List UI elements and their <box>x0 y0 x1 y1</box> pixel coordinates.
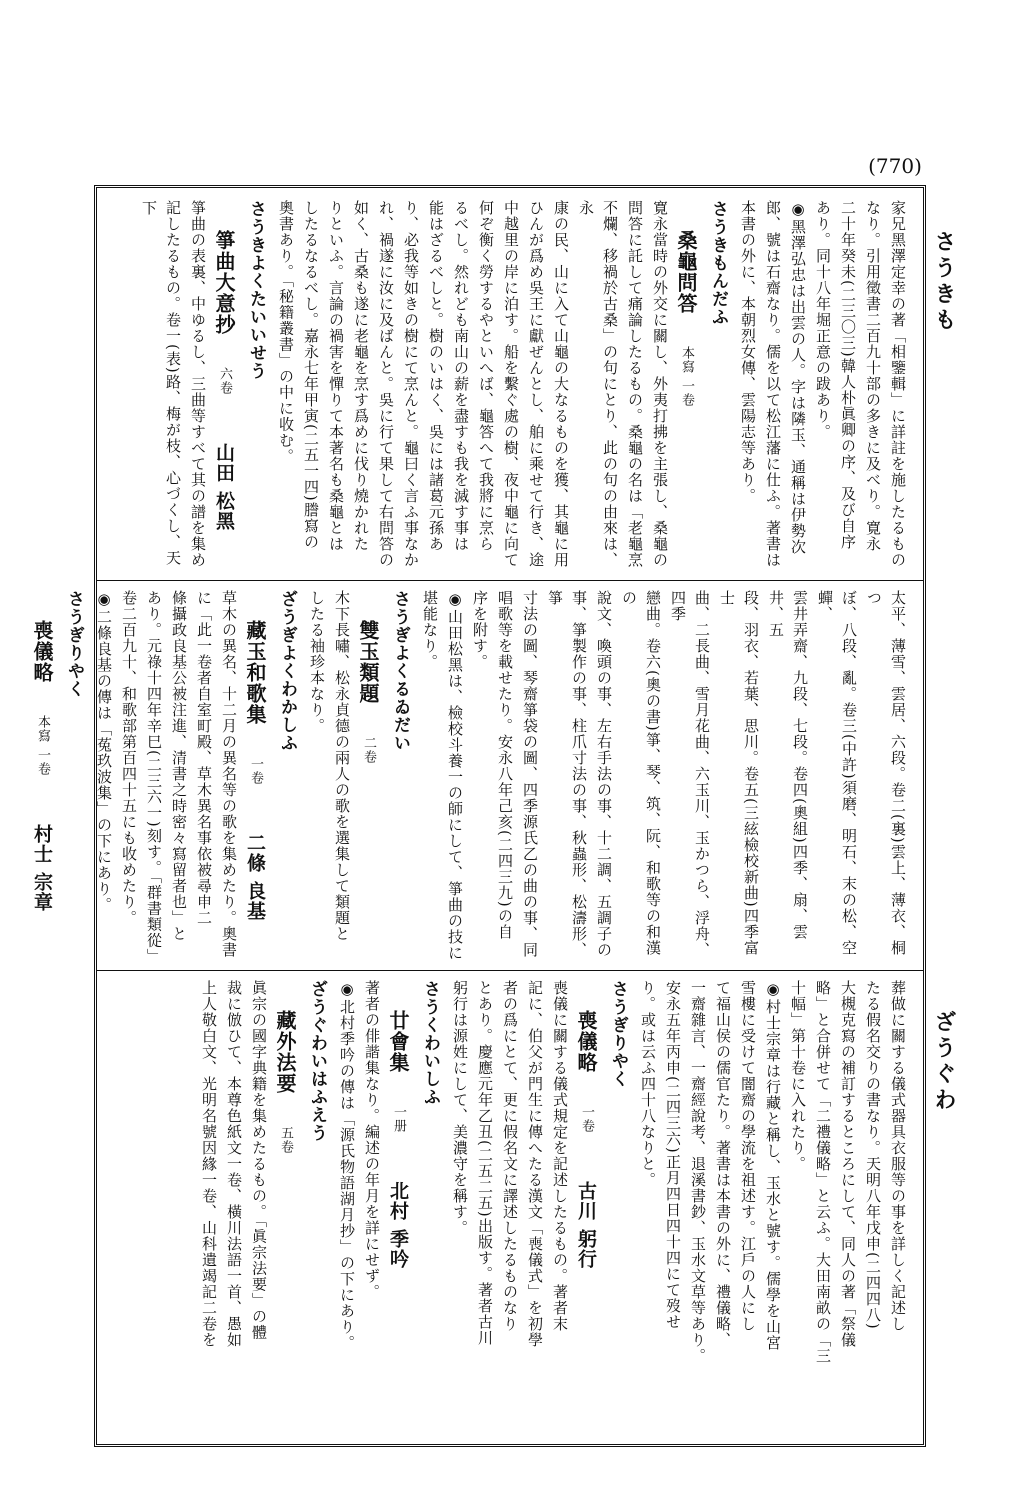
text-line: ぼ、八段、亂。卷三(中許)須磨、明石、末の松、空蟬、 <box>816 590 858 956</box>
entry-author: 古川 躬行 <box>575 1180 597 1269</box>
text-line: 事、箏製作の事、柱爪寸法の事、秋蟲形、松濤形、箏 <box>546 590 588 958</box>
page-number: (770) <box>868 154 922 178</box>
text-line: 著者の俳諧集なり。編述の年月を詳にせず。 <box>363 980 381 1300</box>
entry-title: 箏曲大意抄 <box>212 230 236 335</box>
entry-heading: さうきよくたいいせう <box>246 200 266 380</box>
text-line: 中越里の岸に泊す。船を繫ぐ處の樹、夜中龜に向て <box>502 200 520 568</box>
text-line: 序を附す。 <box>471 590 489 670</box>
text-line: 康の民、山に入て山龜の大なるものを獲、其龜に用 <box>552 200 570 568</box>
text-line: 安永五年丙申(二四三六)正月四日四十四にて歿せ <box>664 980 682 1330</box>
entry-heading: さうくわいしふ <box>420 980 440 1106</box>
entry-author: 二條 良基 <box>244 832 266 921</box>
text-line: 曲、二長曲、雪月花曲、六玉川、玉かつら、浮舟、四季 <box>669 590 711 958</box>
text-line: あり。同十八年堀正意の跋あり。 <box>814 200 832 440</box>
text-line: 何ぞ衡く勞するやといへば、龜答へて我將に烹ら <box>477 200 495 552</box>
entry-title-line <box>356 590 380 962</box>
entry-title: 藏外法要 <box>273 1010 297 1094</box>
text-line: 箏曲の表裏、中ゆるし、三曲等すべて其の譜を集め <box>189 200 207 568</box>
entry-title-line <box>30 590 54 962</box>
text-line: 十幅」第十卷に入れたり。 <box>789 980 807 1172</box>
text-line: 條攝政良基公被注進、清書之時密々寫留者也」と <box>170 590 188 942</box>
running-head-top: さうきも <box>931 230 956 334</box>
text-line: したるなるべし。嘉永七年甲寅(二五一四)謄寫の <box>302 200 320 550</box>
text-line: 郎、號は石齋なり。儒を以て松江藩に仕ふ。著書は <box>764 200 782 568</box>
text-line: 雪樓に受けて闇齋の學流を祖述す。江戶の人にし <box>739 980 757 1332</box>
entry-volumes: 一册 <box>391 1104 406 1133</box>
entry-title: 雙玉類題 <box>356 620 380 704</box>
entry-volumes: 本寫 一卷 <box>679 345 694 408</box>
text-line: 二十年癸未(二三〇三)韓人朴眞卿の序、及び自序 <box>839 200 857 550</box>
entry-title: 喪儀略 <box>30 620 54 683</box>
text-line: 記したるもの。卷一(表)路、梅が枝、心づくし、天下 <box>140 200 182 566</box>
text-line: ◉黑澤弘忠は出雲の人。字は隣玉、通稱は伊勢次 <box>789 200 807 555</box>
band-top <box>111 200 911 572</box>
text-line: れ、禍遂に汝に及ばんと。吳に行て果して右問答の <box>377 200 395 568</box>
text-line: 上人敬白文、光明名號因緣一卷、山科遺竭記二卷を <box>200 980 218 1348</box>
text-line: 木下長嘯、松永貞德の兩人の歌を選集して類題と <box>333 590 351 942</box>
entry-heading: ざうぐわいはふえう <box>307 980 327 1142</box>
text-line: たる假名交りの書なり。天明八年戊申(二四四八) <box>864 980 882 1330</box>
entry-title: 桑龜問答 <box>674 230 698 314</box>
text-line: 喪儀に關する儀式規定を記述したるもの。著者末 <box>551 980 569 1332</box>
entry-title: 喪儀略 <box>574 1010 598 1073</box>
text-line: したる袖珍本なり。 <box>308 590 326 734</box>
text-line: 眞宗の國字典籍を集めたるもの。「眞宗法要」の體 <box>250 980 268 1341</box>
entry-title: 藏玉和歌集 <box>243 620 267 725</box>
entry-heading: さうぎりやく <box>608 980 628 1088</box>
entry-title-line <box>386 980 410 1440</box>
text-line: 寸法の圖、琴齋箏袋の圖、四季源氏乙の曲の事、同 <box>521 590 539 958</box>
entry-volumes: 本寫 一卷 <box>35 714 50 777</box>
text-line: ◉北村季吟の傳は「源氏物語湖月抄」の下にあり。 <box>338 980 356 1351</box>
text-line: 一齋雜言、一齋經說考、退溪書鈔、玉水文草等あり。 <box>689 980 707 1364</box>
text-line: に「此一卷者自室町殿、草木異名事依被尋申二 <box>195 590 213 926</box>
band-divider <box>97 580 923 581</box>
text-line: 寛永當時の外交に關し、外夷打拂を主張し、桑龜の <box>651 200 669 568</box>
text-line: 大槻克寫の補訂するところにして、同人の著「祭儀 <box>839 980 857 1348</box>
entry-author: 山田 松黑 <box>213 442 235 531</box>
text-line: 奧書あり。「秘籍叢書」の中に收む。 <box>277 200 295 465</box>
entry-heading: さうぎよくるゐだい <box>390 590 410 752</box>
text-line: 問答に託して痛論したるもの。桑龜の名は「老龜烹 <box>626 200 644 568</box>
entry-title-line <box>574 980 598 1440</box>
text-line: ◉二條良基の傳は「菟玖波集」の下にあり。 <box>95 590 113 913</box>
text-line: 能はざるべしと。樹のいはく、吳には諸葛元孫あ <box>427 200 445 552</box>
entry-title-line <box>243 590 267 962</box>
text-line: 草木の異名、十二月の異名等の歌を集めたり。奧書 <box>220 590 238 958</box>
entry-title-line <box>273 980 297 1440</box>
text-line: て福山侯の儒官たり。著書は本書の外に、禮儀略、 <box>714 980 732 1348</box>
text-line: 家兄黑澤定幸の著「相鑒輯」に詳註を施したるもの <box>889 200 907 568</box>
text-line: り、必我等如きの樹にて烹んと。龜曰く言ふ事なか <box>402 200 420 568</box>
entry-author: 北村 季吟 <box>387 1180 409 1269</box>
entry-volumes: 六卷 <box>217 366 232 395</box>
text-line: 裁に倣ひて、本尊色紙文一卷、橫川法語一首、愚如 <box>225 980 243 1348</box>
text-line: 唱歌等を載せたり。安永八年己亥(二四三九)の自 <box>496 590 514 940</box>
entry-title-line <box>212 200 236 572</box>
text-line: 卷二百九十、和歌部第百四十五にも收めたり。 <box>120 590 138 926</box>
text-line: 說文、喚頭の事、左右手法の事、十二調、五調子の <box>595 590 613 958</box>
page-frame <box>30 185 926 1447</box>
text-line: 段、羽衣、若葉、思川。卷五(三絃檢校新曲)四季富士 <box>718 590 760 956</box>
entry-heading: さうきもんだふ <box>708 200 728 326</box>
text-line: 葬做に關する儀式器具衣服等の事を詳しく記述し <box>889 980 907 1332</box>
running-head-bottom: ざうぐわ <box>931 1010 956 1114</box>
text-line: りといふ。言論の禍害を憚りて本著名も桑龜とは <box>327 200 345 552</box>
text-line: 不爛、移禍於古桑」の句にとり、此の句の由來は、永 <box>577 200 619 568</box>
text-line: るべし。然れども南山の薪を盡すも我を滅す事は <box>452 200 470 552</box>
text-line: なり。引用徵書二百九十部の多きに及べり。寛永 <box>864 200 882 552</box>
text-line: ◉村士宗章は行藏と稱し、玉水と號す。儒學を山宮 <box>764 980 782 1351</box>
text-line: ひんが爲め吳王に獻ぜんとし、舶に乘せて行き、途 <box>527 200 545 568</box>
band-middle <box>30 590 911 965</box>
text-line: 躬行は源姓にして、美濃守を稱す。 <box>451 980 469 1236</box>
text-line: 略」と合併せて「二禮儀略」と云ふ。大田南畝の「三 <box>814 980 832 1364</box>
text-line: 雲井弄齋、九段、七段。卷四(奧組)四季、扇、雲井、五 <box>767 590 809 940</box>
text-line: 太平、薄雪、雲居、六段。卷二(裏)雲上、薄衣、桐つ <box>865 590 907 956</box>
text-line: り。或は云ふ四十八なりと。 <box>639 980 657 1188</box>
text-line: 記に、伯父が門生に傳へたる漢文「喪儀式」を初學 <box>526 980 544 1348</box>
entry-volumes: 五卷 <box>278 1125 293 1154</box>
entry-volumes: 一卷 <box>248 756 263 785</box>
text-line: 如く、古桑も遂に老龜を烹す爲めに伐り燒かれた <box>352 200 370 552</box>
text-line: 戀曲。卷六(奧の書)箏、琴、筑、阮、和歌等の和漢の <box>620 590 662 956</box>
entry-title: 廿會集 <box>386 1010 410 1073</box>
text-line: 者の爲にとて、更に假名文に譯述したるものなり <box>501 980 519 1332</box>
band-divider <box>97 970 923 971</box>
text-line: 堪能なり。 <box>421 590 439 670</box>
entry-author: 村士 宗章 <box>31 824 53 912</box>
band-bottom <box>111 980 911 1440</box>
entry-title-line <box>674 200 698 572</box>
entry-volumes: 一卷 <box>579 1104 594 1133</box>
text-line: ◉山田松黑は、檢校斗養一の師にして、箏曲の技に <box>446 590 464 961</box>
text-line: とあり。慶應元年乙丑(二五二五)出版す。著者古川 <box>476 980 494 1346</box>
text-line: 本書の外に、本朝烈女傳、雲陽志等あり。 <box>739 200 757 504</box>
entry-volumes: 二卷 <box>361 735 376 764</box>
entry-heading: さうぎりやく <box>64 590 84 698</box>
text-line: あり。元祿十四年辛巳(二三六一)刻す。「群書類從」 <box>145 590 163 965</box>
entry-heading: ざうぎよくわかしふ <box>277 590 297 752</box>
